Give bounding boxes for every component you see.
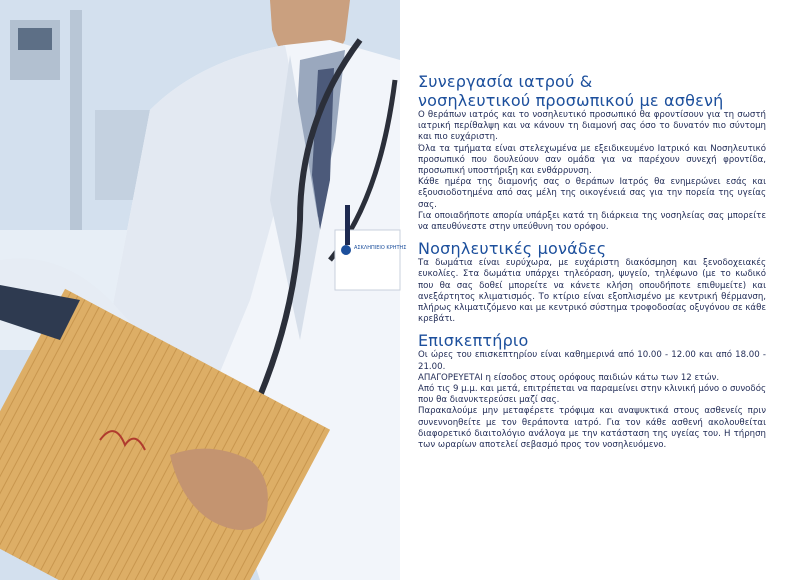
paragraph: Τα δωμάτια είναι ευρύχωρα, με ευχάριστη διακόσμηση και ξενοδοχειακές ευκολίες. Στα δωμάτια υπάρχει τηλεόραση, ψυγείο, τηλέφωνο (με το κωδικό που θα σας δοθεί μπορείτε να κάνετε κλήση οπουδήποτε επιθυμείτε) και ανεξάρτητος κλιματισμός. Το κτίριο είναι εξοπλισμένο με κεντρική θέρμανση, πλήρως κλιματιζόμενο και με κεντρικό σύστημα τροφοδοσίας οξυγόνου σε κάθε κρεβάτι. bbox=[418, 258, 766, 325]
paragraph: Όλα τα τμήματα είναι στελεχωμένα με εξειδικευμένο Ιατρικό και Νοσηλευτικό προσωπικό που δουλεύουν σαν ομάδα για να παρέχουν συνεχή φροντίδα, προσωπική υποστήριξη και ενθάρρυνση. bbox=[418, 143, 766, 177]
paragraph: Από τις 9 μ.μ. και μετά, επιτρέπεται να παραμείνει στην κλινική μόνο ο συνοδός που θα διανυκτερεύσει μαζί σας. bbox=[418, 384, 766, 406]
paragraph: Παρακαλούμε μην μεταφέρετε τρόφιμα και αναψυκτικά στους ασθενείς πριν συνεννοηθείτε με τον θεράποντα ιατρό. Για τον κάθε ασθενή ακολουθείται διαφορετικό διαιτολόγιο ανάλογα με την κατάσταση της υγείας του. Η τήρηση των ωραρίων αποτελεί σεβασμό προς τον νοσηλευόμενο. bbox=[418, 406, 766, 451]
section-title-visiting: Επισκεπτήριο bbox=[418, 331, 529, 351]
paragraph: Οι ώρες του επισκεπτηρίου είναι καθημερινά από 10.00 - 12.00 και από 18.00 - 21.00. bbox=[418, 350, 766, 372]
paragraph: Κάθε ημέρα της διαμονής σας ο θεράπων Ιατρός θα ενημερώνει εσάς και εξουσιοδοτημένα από σας μέλη της οικογένειά σας για την πορεία της υγείας σας. bbox=[418, 177, 766, 210]
section-nursing-units bbox=[418, 239, 766, 325]
info-text-panel bbox=[418, 60, 766, 560]
hospital-logo-text: ΑΣΚΛΗΠΙΕΙΟ ΚΡΗΤΗΣ bbox=[354, 245, 407, 251]
paragraph: Για οποιαδήποτε απορία υπάρξει κατά τη διάρκεια της νοσηλείας σας μπορείτε να απευθύνεστε στην υπεύθυνη του ορόφου. bbox=[418, 210, 766, 233]
paragraph: Ο θεράπων ιατρός και το νοσηλευτικό προσωπικό θα φροντίσουν για τη σωστή ιατρική περίθαλψη και να κάνουν τη διαμονή σας όσο το δυνατόν πιο σύντομη και πιο ευχάριστη. bbox=[418, 110, 766, 143]
paragraph: ΑΠΑΓΟΡΕΥΕΤΑΙ η είσοδος στους ορόφους παιδιών κάτω των 12 ετών. bbox=[418, 372, 720, 383]
section-title-collaboration bbox=[418, 72, 766, 110]
section-title-line1: Συνεργασία ιατρού & bbox=[418, 72, 593, 91]
section-collaboration bbox=[418, 72, 766, 233]
section-visiting bbox=[418, 331, 766, 451]
section-title-line2: νοσηλευτικού προσωπικού με ασθενή bbox=[418, 91, 724, 110]
section-title-nursing-units: Νοσηλευτικές μονάδες bbox=[418, 239, 607, 259]
